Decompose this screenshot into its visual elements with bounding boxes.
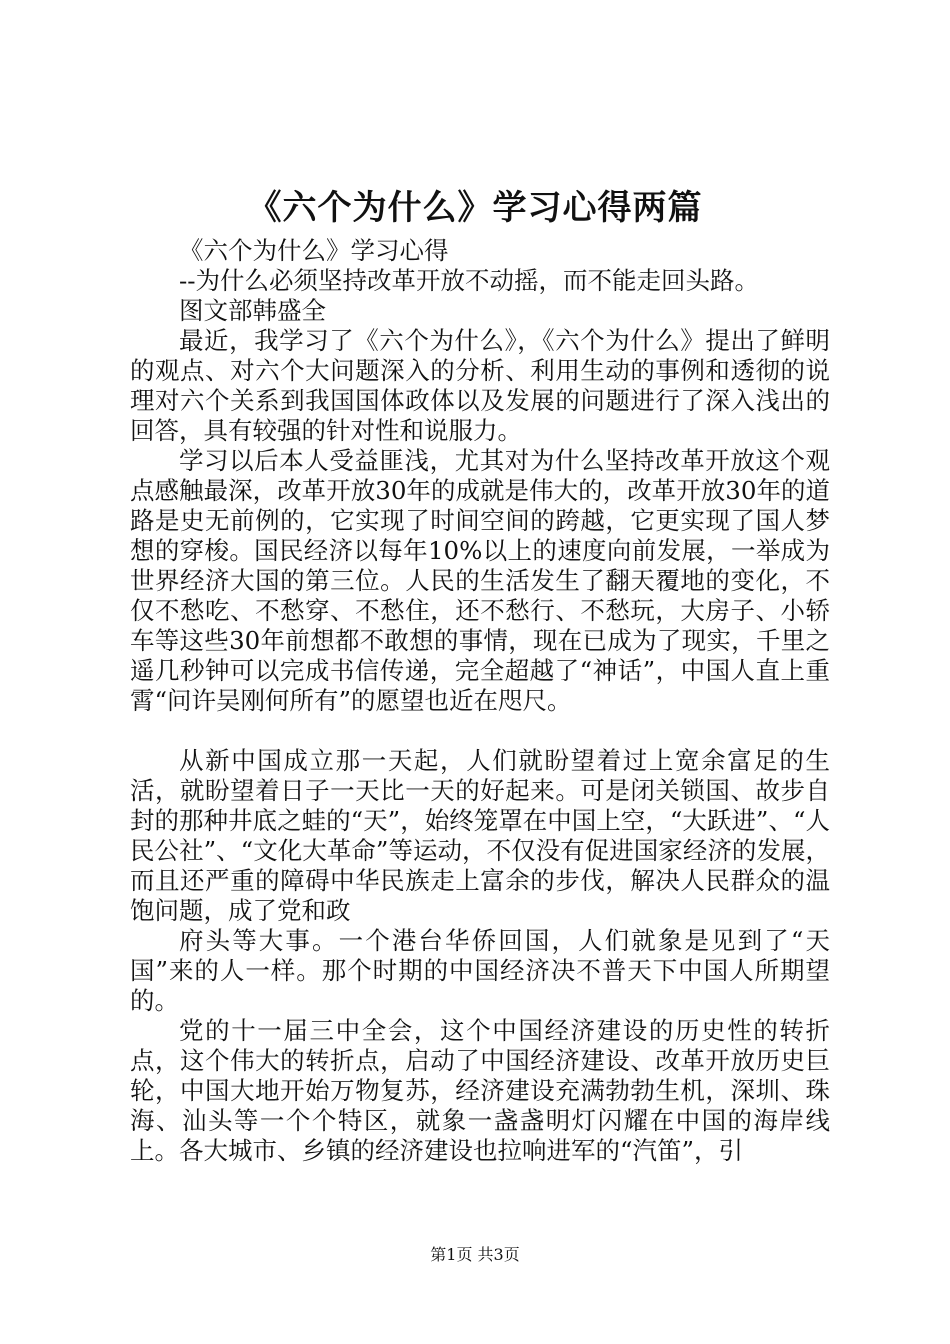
paragraph-subtitle: 《六个为什么》学习心得 [179,236,449,265]
paragraph-intro: 最近，我学习了《六个为什么》，《六个为什么》提出了鲜明的观点、对六个大问题深入的分析、利用生动的事例和透彻的说理对六个关系到我国国体政体以及发展的问题进行了深入浅出的回答，具有较强的针对性和说服力。 [130,326,830,445]
paragraph-theme: --为什么必须坚持改革开放不动摇，而不能走回头路。 [179,266,760,295]
document-title: 《六个为什么》学习心得两篇 [247,188,703,228]
paragraph-government-task: 府头等大事。一个港台华侨回国，人们就象是见到了“天国”来的人一样。那个时期的中国经济决不普天下中国人所期望的。 [130,926,830,1015]
document-body [130,236,830,1166]
paragraph-author: 图文部韩盛全 [179,296,326,325]
paragraph-reform-achievements: 学习以后本人受益匪浅，尤其对为什么坚持改革开放这个观点感触最深，改革开放30年的成就是伟大的，改革开放30年的道路是史无前例的，它实现了时间空间的跨越，它更实现了国人梦想的穿梭。国民经济以每年10%以上的速度向前发展，一举成为世界经济大国的第三位。人民的生活发生了翻天覆地的变化，不仅不愁吃、不愁穿、不愁住，还不愁行、不愁玩，大房子、小轿车等这些30年前想都不敢想的事情，现在已成为了现实，千里之遥几秒钟可以完成书信传递，完全超越了“神话”，中国人直上重霄“问许吴刚何所有”的愿望也近在咫尺。 [130,446,830,715]
page-footer: 第1页 共3页 [430,1245,520,1264]
paragraph-new-china: 从新中国成立那一天起，人们就盼望着过上宽余富足的生活，就盼望着日子一天比一天的好起来。可是闭关锁国、故步自封的那种井底之蛙的“天”，始终笼罩在中国上空，“大跃进”、“人民公社”、“文化大革命”等运动，不仅没有促进国家经济的发展，而且还严重的障碍中华民族走上富余的步伐，解决人民群众的温饱问题，成了党和政 [130,746,830,925]
paragraph-third-plenum: 党的十一届三中全会，这个中国经济建设的历史性的转折点，这个伟大的转折点，启动了中国经济建设、改革开放历史巨轮，中国大地开始万物复苏，经济建设充满勃勃生机，深圳、珠海、汕头等一个个特区，就象一盏盏明灯闪耀在中国的海岸线上。各大城市、乡镇的经济建设也拉响进军的“汽笛”，引 [130,1016,830,1165]
paragraph-blank [130,716,830,746]
